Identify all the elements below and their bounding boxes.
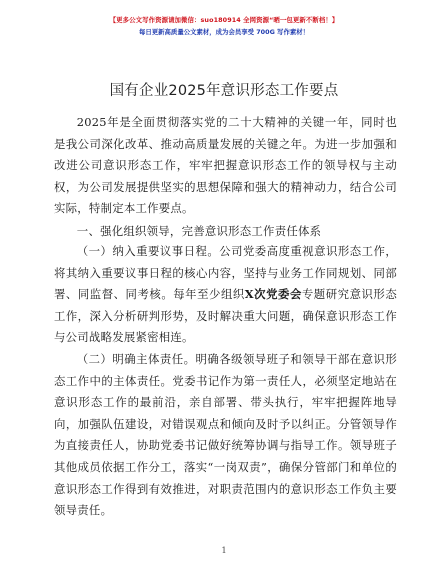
subsection-1-bold-text: X次党委会	[244, 287, 302, 302]
promo-banner-line-1: 【更多公文写作资源请加微信：suo180914 全网资源“晒一包更新不断档！】	[109, 16, 339, 24]
section-heading-1: 一、强化组织领导，完善意识形态工作责任体系	[76, 224, 322, 238]
subsection-1-text-start: （一）纳入重要议事日程。公司党委高度重视意识形态工作，将其纳入重要议事日程的核心内容，坚持与业务工作同规划、同部署、同监督、同考核。每年至少组织	[54, 244, 397, 302]
document-title: 国有企业2025年意识形态工作要点	[109, 83, 339, 99]
subsection-1-text-end: 专题研究意识形态工作，深入分析研判形势，及时解决重大问题，确保意识形态工作与公司战略发展紧密相连。	[54, 287, 397, 345]
subsection-paragraph-1	[54, 241, 397, 349]
page-number: 1	[221, 546, 227, 555]
subsection-paragraph-2: （二）明确主体责任。明确各级领导班子和领导干部在意识形态工作中的主体责任。党委书记作为第一责任人，必须坚定地站在意识形态工作的最前沿，亲自部署、带头执行，牢牢把握阵地导向，加强队伍建设，对错误观点和倾向及时予以纠正。分管领导作为直接责任人，协助党委书记做好统筹协调与指导工作。领导班子其他成员依据工作分工，落实“一岗双责”，确保分管部门和单位的意识形态工作得到有效推进，对职责范围内的意识形态工作负主要领导责任。	[54, 352, 397, 518]
intro-paragraph: 2025年是全面贯彻落实党的二十大精神的关键一年，同时也是我公司深化改革、推动高质量发展的关键之年。为进一步加强和改进公司意识形态工作，牢牢把握意识形态工作的领导权与主动权，为公司发展提供坚实的思想保障和强大的精神动力，结合公司实际，特制定本工作要点。	[54, 115, 397, 216]
promo-banner-line-2: 每日更新高质量公文素材，成为会员享受 700G 写作素材！	[138, 28, 310, 36]
promo-banner	[0, 14, 448, 38]
